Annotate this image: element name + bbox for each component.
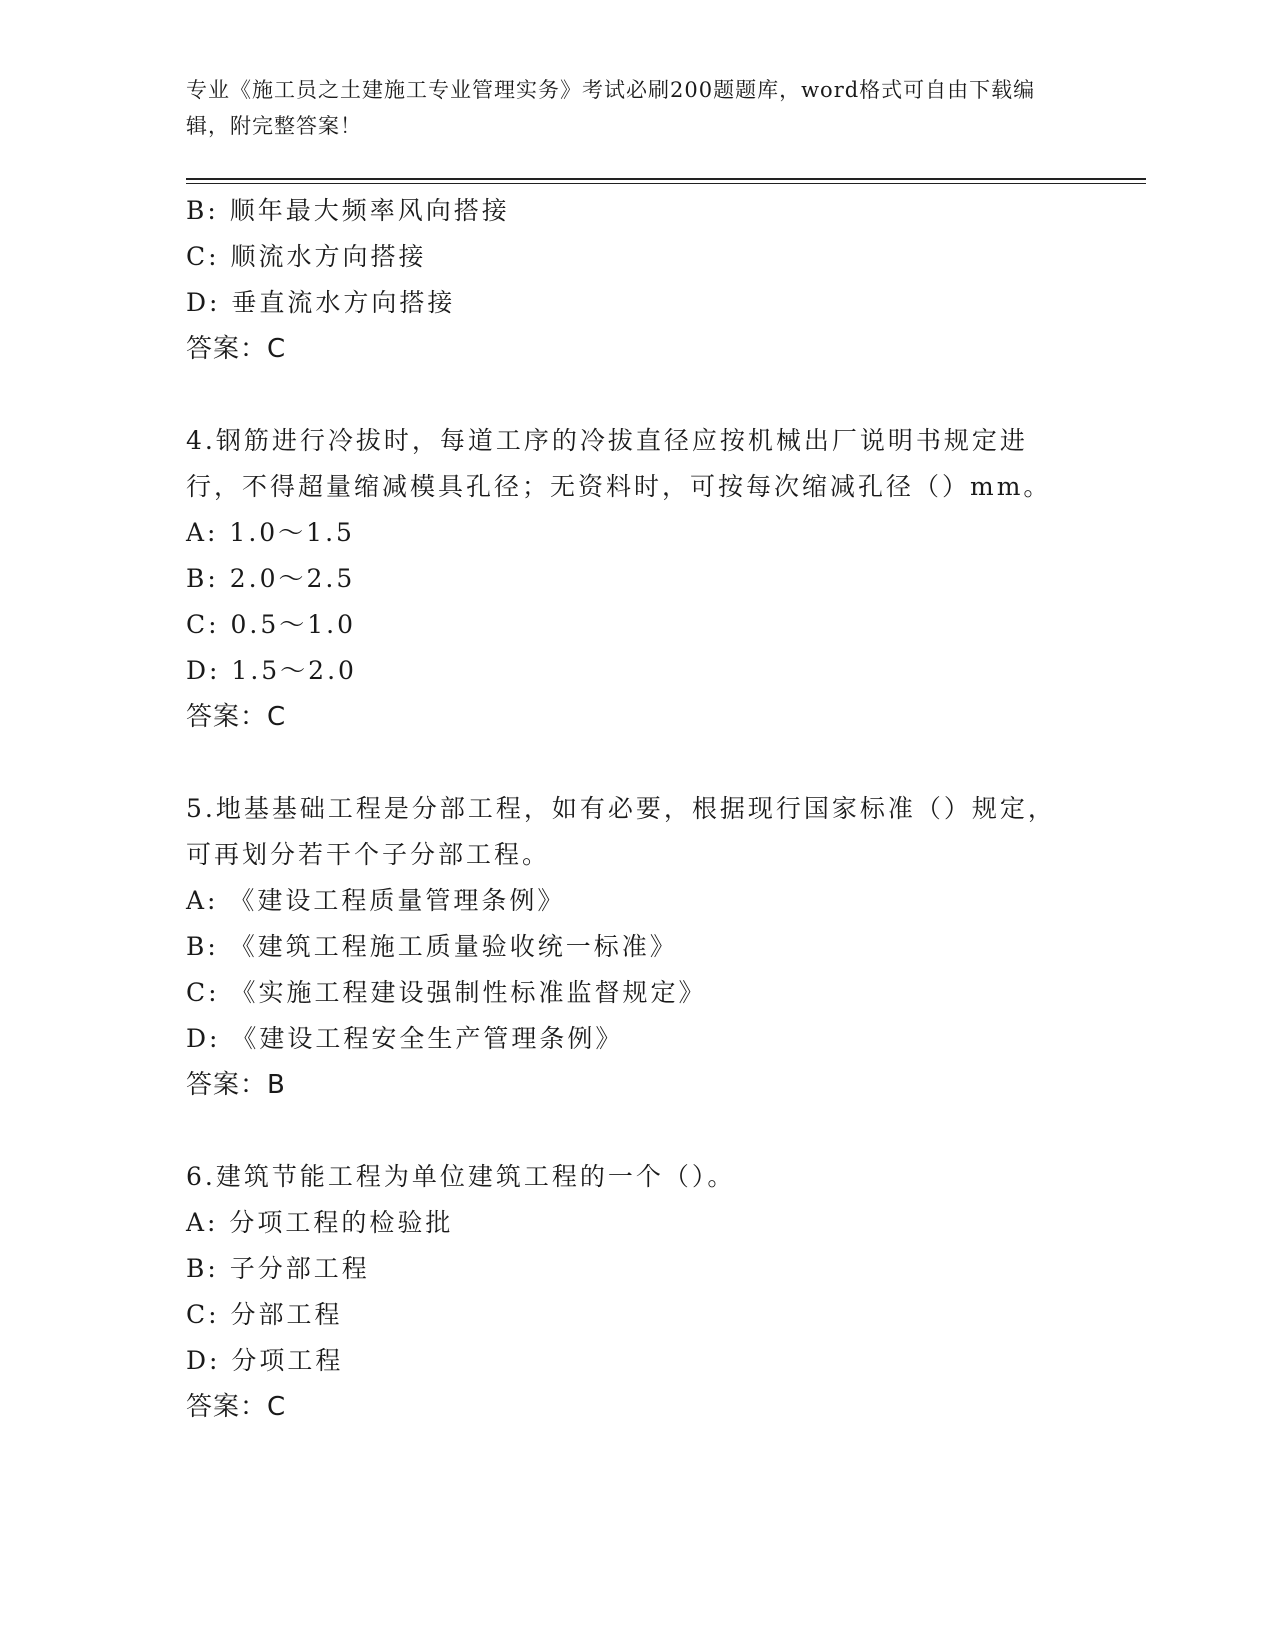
answer: 答案：B <box>186 1070 286 1100</box>
question-4 <box>186 418 1076 740</box>
question-text: 5.地基基础工程是分部工程，如有必要，根据现行国家标准（）规定，可再划分若干个子分部工程。 <box>186 794 1056 869</box>
question-text: 6.建筑节能工程为单位建筑工程的一个（）。 <box>186 1162 736 1191</box>
header-rule-thick <box>186 178 1146 180</box>
answer: 答案：C <box>186 702 287 732</box>
option-d: D: 分项工程 <box>186 1346 344 1375</box>
option-a: A: 《建设工程质量管理条例》 <box>186 886 566 915</box>
answer: 答案：C <box>186 1392 287 1422</box>
question-5 <box>186 786 1076 1108</box>
header-rule-thin <box>186 183 1146 184</box>
answer: 答案：C <box>186 334 287 364</box>
option-c: C: 0.5～1.0 <box>186 610 357 639</box>
option-b: B: 《建筑工程施工质量验收统一标准》 <box>186 932 678 961</box>
option-d: D: 《建设工程安全生产管理条例》 <box>186 1024 624 1053</box>
question-text: 4.钢筋进行冷拔时，每道工序的冷拔直径应按机械出厂说明书规定进行，不得超量缩减模具孔径；无资料时，可按每次缩减孔径（）mm。 <box>186 426 1052 501</box>
option-c: C: 《实施工程建设强制性标准监督规定》 <box>186 978 707 1007</box>
option-d: D: 1.5～2.0 <box>186 656 357 685</box>
option-a: A: 1.0～1.5 <box>186 518 355 547</box>
document-header: 专业《施工员之土建施工专业管理实务》考试必刷200题题库，word格式可自由下载编辑，附完整答案！ <box>186 78 1036 138</box>
question-6 <box>186 1154 1076 1430</box>
option-a: A: 分项工程的检验批 <box>186 1208 454 1237</box>
spacer <box>186 372 1076 418</box>
option-c: C: 分部工程 <box>186 1300 343 1329</box>
question-continued <box>186 188 1076 372</box>
document-content <box>186 188 1076 1430</box>
option-b: B: 2.0～2.5 <box>186 564 356 593</box>
option-d: D: 垂直流水方向搭接 <box>186 288 456 317</box>
option-b: B: 顺年最大频率风向搭接 <box>186 196 510 225</box>
spacer <box>186 1108 1076 1154</box>
option-c: C: 顺流水方向搭接 <box>186 242 427 271</box>
spacer <box>186 740 1076 786</box>
option-b: B: 子分部工程 <box>186 1254 370 1283</box>
